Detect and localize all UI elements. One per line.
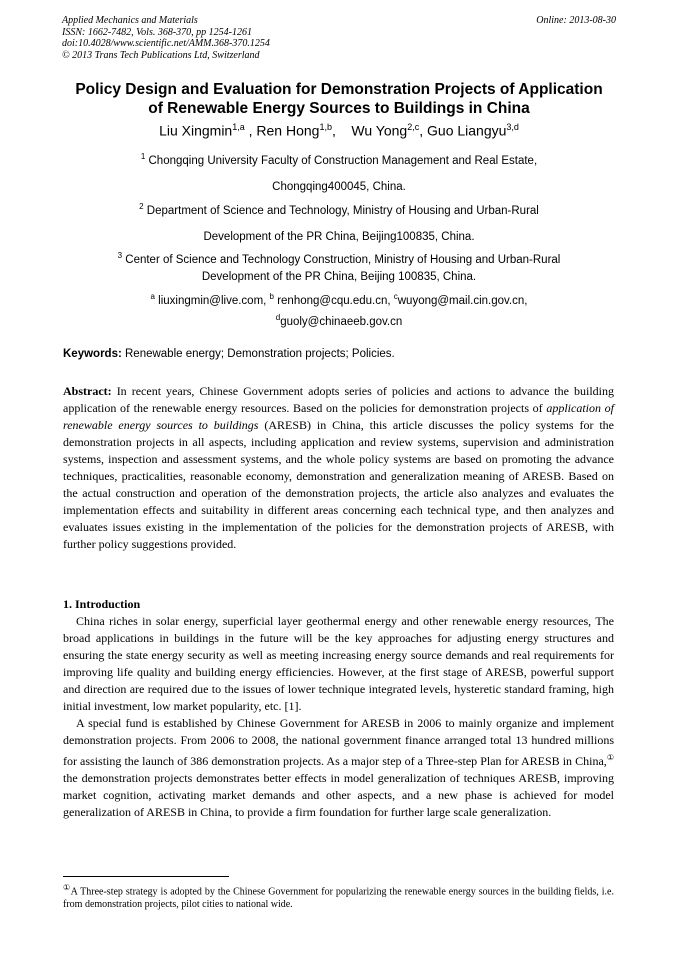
title-line-2: of Renewable Energy Sources to Buildings in China (148, 100, 530, 117)
abstract-text: In recent years, Chinese Government adopts series of policies and actions to advance the building application of the renewable energy resources. Based on the policies for demonstration projects of (63, 384, 614, 415)
email-address: wuyong@mail.cin.gov.cn, (397, 294, 528, 307)
paper-title (40, 80, 638, 118)
paragraph-text: the demonstration projects demonstrates better effects in model generalization of techniques ARESB, improving market cognition, activating market demands and other aspects, and a new phase is achieved for model generalization of ARESB in China, to provide a firm foundation for further large scale generalization. (63, 771, 614, 819)
email-address: liuxingmin@live.com, (158, 294, 270, 307)
email-mark: b (269, 292, 274, 301)
affiliation-1 (40, 150, 638, 194)
affiliation-line: Center of Science and Technology Construction, Ministry of Housing and Urban-Rural (125, 253, 561, 266)
journal-name: Applied Mechanics and Materials (62, 15, 198, 26)
email-address: renhong@cqu.edu.cn, (277, 294, 394, 307)
author-name: Ren Hong (256, 122, 320, 139)
footnote (63, 881, 614, 911)
keywords (63, 348, 623, 360)
author-affiliation-mark: 2,c (407, 122, 420, 132)
doi-line: doi:10.4028/www.scientific.net/AMM.368-370.1254 (62, 38, 270, 49)
footnote-mark: ① (63, 883, 71, 892)
footnote-rule (63, 876, 229, 877)
author-affiliation-mark: 3,d (506, 122, 519, 132)
keywords-label: Keywords: (63, 348, 122, 360)
abstract-text: (ARESB) in China, this article discusses the policy systems for the demonstration projects in all aspects, including application and review systems, supervision and administration systems, inspection and assessment systems, and the whole policy systems are based on promoting the advance techniques, practicalities, reasonable economy, demonstration and generalization meaning of ARESB. Based on the actual construction and operation of the demonstration projects, the article also analyzes and evaluates the implementation effects and suitability in different areas concerning each technical type, and then analyzes and evaluates issues existing in the implementation of the policies for the demonstration projects of ARESB, with further policy suggestions provided. (63, 418, 614, 551)
author-name: Guo Liangyu (427, 122, 507, 139)
author-affiliation-mark: 1,b (319, 122, 332, 132)
affiliation-number: 1 (140, 152, 146, 161)
running-header (62, 15, 616, 61)
affiliation-number: 3 (117, 251, 123, 260)
email-mark: c (393, 292, 398, 301)
affiliation-line: Development of the PR China, Beijing 100835, China. (201, 270, 477, 283)
title-line-1: Policy Design and Evaluation for Demonstration Projects of Application (75, 81, 603, 98)
affiliation-line: Department of Science and Technology, Ministry of Housing and Urban-Rural (146, 204, 539, 217)
keywords-text: Renewable energy; Demonstration projects; Policies. (121, 348, 395, 360)
email-list (40, 290, 638, 329)
abstract (63, 383, 614, 553)
copyright-line: © 2013 Trans Tech Publications Ltd, Switzerland (62, 49, 260, 61)
email-address: guoly@chinaeeb.gov.cn (280, 315, 403, 328)
footnote-reference[interactable]: ① (606, 753, 615, 762)
author-affiliation-mark: 1,a (232, 122, 245, 132)
affiliation-3 (40, 249, 638, 284)
section-heading: 1. Introduction (63, 597, 141, 611)
author-list (40, 122, 638, 139)
paragraph: China riches in solar energy, superficial layer geothermal energy and other renewable energy resources, The broad applications in buildings in the future will be the key approaches for adjusting energy structures and ensuring the state energy security as well as meeting increasing energy source demands and real requirements for improving life quality and building energy efficiencies. However, at the first stage of ARESB, powerful support and direction are required due to the issues of lower technique integrated levels, hysteretic standard framing, high initial investment, low market popularity, etc. [1]. (63, 614, 614, 713)
affiliation-number: 2 (139, 202, 144, 211)
issn-line: ISSN: 1662-7482, Vols. 368-370, pp 1254-1261 (62, 26, 252, 38)
abstract-italic-term: application of renewable energy sources to buildings (63, 401, 615, 432)
footnote-text: A Three-step strategy is adopted by the Chinese Government for popularizing the renewable energy sources in the building fields, i.e. from demonstration projects, pilot cities to national wide. (63, 886, 614, 911)
affiliation-line: Chongqing400045, China. (272, 180, 406, 193)
affiliation-line: Chongqing University Faculty of Construction Management and Real Estate, (148, 154, 538, 167)
introduction-section (63, 596, 614, 821)
abstract-label: Abstract: (63, 384, 112, 398)
paragraph-text: A special fund is established by Chinese Government for ARESB in 2006 to mainly organize and implement demonstration projects. From 2006 to 2008, the national government finance arranged total 13 hundred millions for assisting the launch of 386 demonstration projects. As a major step of a Three-step Plan for ARESB in China, (63, 716, 614, 768)
affiliation-line: Development of the PR China, Beijing100835, China. (203, 230, 475, 243)
author-name: Wu Yong (351, 122, 408, 139)
author-separator: , (419, 122, 428, 139)
author-separator: , (244, 122, 257, 139)
affiliation-2 (40, 200, 638, 244)
paragraph (63, 715, 614, 821)
email-mark: a (150, 292, 155, 301)
email-mark: d (275, 312, 281, 322)
author-name: Liu Xingmin (159, 122, 233, 139)
online-date: Online: 2013-08-30 (536, 15, 616, 26)
author-separator: , (331, 122, 352, 139)
